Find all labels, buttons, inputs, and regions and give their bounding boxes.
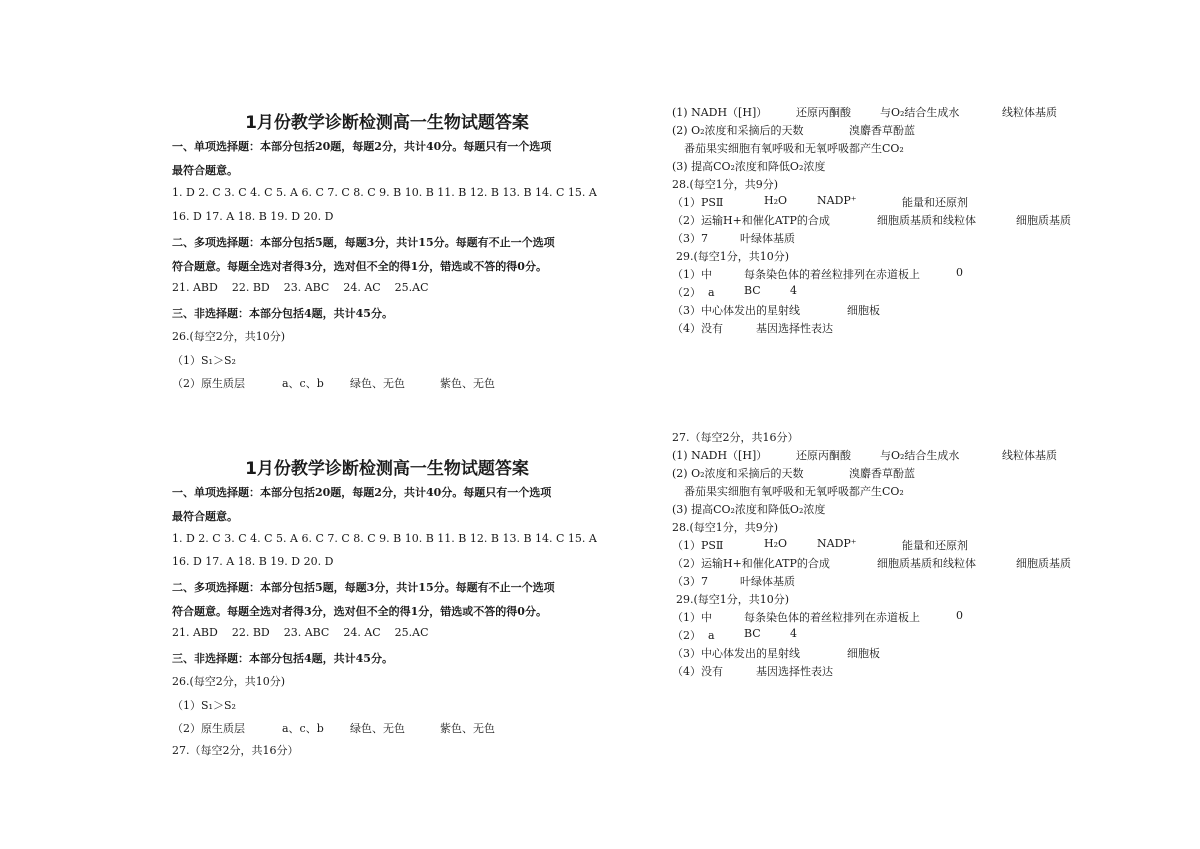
question-26-part1: （1）S₁＞S₂ — [172, 354, 236, 367]
page-title-repeat: 1月份教学诊断检测高一生物试题答案 — [245, 459, 529, 479]
q28-2-a: （2）运输H+和催化ATP的合成 — [672, 557, 830, 570]
q29-3-a: （3）中心体发出的星射线 — [672, 304, 800, 317]
q26-2-answer-a: （2）原生质层 — [172, 722, 245, 735]
question-29-header: 29.(每空1分，共10分) — [676, 593, 790, 606]
q27-part3: (3) 提高CO₂浓度和降低O₂浓度 — [672, 160, 826, 173]
q27-1-b: 还原丙酮酸 — [796, 449, 851, 462]
question-26-header: 26.(每空2分，共10分) — [172, 675, 286, 688]
q29-2-c: 4 — [790, 627, 797, 640]
q29-part2 — [672, 627, 1092, 643]
q28-3-b: 叶绿体基质 — [740, 232, 795, 245]
section2-heading-line2: 符合题意。每题全选对者得3分，选对但不全的得1分，错选或不答的得0分。 — [172, 260, 547, 273]
question-26-part1: （1）S₁＞S₂ — [172, 699, 236, 712]
answers-21-25: 21. ABD 22. BD 23. ABC 24. AC 25.AC — [172, 281, 429, 294]
q27-2-a: (2) O₂浓度和采摘后的天数 — [672, 467, 804, 480]
q29-1-a: （1）中 — [672, 268, 712, 281]
q29-1-c: 0 — [956, 609, 963, 622]
question-26-header: 26.(每空2分，共10分) — [172, 330, 286, 343]
q27-1-a: (1) NADH（[H]） — [672, 449, 768, 462]
q29-3-b: 细胞板 — [847, 647, 880, 660]
q27-part2 — [672, 465, 1092, 481]
q27-1-c: 与O₂结合生成水 — [880, 106, 960, 119]
q28-3-a: （3）7 — [672, 575, 708, 588]
section2-heading-line1: 二、多项选择题：本部分包括5题，每题3分，共计15分。每题有不止一个选项 — [172, 236, 555, 249]
section1-heading-line2: 最符合题意。 — [172, 510, 238, 523]
q29-2-b: BC — [744, 627, 761, 640]
q28-1-d: 能量和还原剂 — [902, 539, 968, 552]
q28-1-d: 能量和还原剂 — [902, 196, 968, 209]
q28-1-a: （1）PSⅡ — [672, 539, 724, 552]
q29-2-a: （2） a — [672, 629, 715, 642]
q26-2-answer-b: a、c、b — [282, 722, 324, 735]
q27-1-d: 线粒体基质 — [1002, 106, 1057, 119]
q27-2-b: 溴麝香草酚蓝 — [849, 467, 915, 480]
q28-2-a: （2）运输H+和催化ATP的合成 — [672, 214, 830, 227]
q27-part3: (3) 提高CO₂浓度和降低O₂浓度 — [672, 503, 826, 516]
section2-heading-line1: 二、多项选择题：本部分包括5题，每题3分，共计15分。每题有不止一个选项 — [172, 581, 555, 594]
section3-heading: 三、非选择题：本部分包括4题，共计45分。 — [172, 652, 393, 665]
q26-2-answer-c: 绿色、无色 — [350, 377, 405, 390]
q29-4-a: （4）没有 — [672, 322, 723, 335]
q29-3-b: 细胞板 — [847, 304, 880, 317]
section3-heading: 三、非选择题：本部分包括4题，共计45分。 — [172, 307, 393, 320]
section2-heading-line2: 符合题意。每题全选对者得3分，选对但不全的得1分，错选或不答的得0分。 — [172, 605, 547, 618]
q26-2-answer-b: a、c、b — [282, 377, 324, 390]
q28-part3 — [672, 573, 1092, 589]
answers-16-20: 16. D 17. A 18. B 19. D 20. D — [172, 555, 334, 568]
question-29-header: 29.(每空1分，共10分) — [676, 250, 790, 263]
answers-16-20: 16. D 17. A 18. B 19. D 20. D — [172, 210, 334, 223]
q28-2-c: 细胞质基质 — [1016, 557, 1071, 570]
q27-1-d: 线粒体基质 — [1002, 449, 1057, 462]
answers-21-25: 21. ABD 22. BD 23. ABC 24. AC 25.AC — [172, 626, 429, 639]
q26-2-answer-d: 紫色、无色 — [440, 377, 495, 390]
q27-1-b: 还原丙酮酸 — [796, 106, 851, 119]
question-27-header: 27.（每空2分，共16分） — [172, 744, 299, 757]
q28-1-b: H₂O — [764, 194, 788, 207]
q28-part1 — [672, 537, 1092, 553]
section1-heading-line2: 最符合题意。 — [172, 164, 238, 177]
q29-4-a: （4）没有 — [672, 665, 723, 678]
q27-1-c: 与O₂结合生成水 — [880, 449, 960, 462]
left-bottom-answer-block — [172, 0, 612, 849]
section1-heading-line1: 一、单项选择题：本部分包括20题，每题2分，共计40分。每题只有一个选项 — [172, 140, 552, 153]
q28-part2 — [672, 555, 1092, 571]
q27-part1 — [672, 447, 1092, 463]
q27-part2-explanation: 番茄果实细胞有氧呼吸和无氧呼吸都产生CO₂ — [684, 142, 904, 155]
question-28-header: 28.(每空1分，共9分) — [672, 178, 779, 191]
q29-4-b: 基因选择性表达 — [756, 322, 833, 335]
q29-3-a: （3）中心体发出的星射线 — [672, 647, 800, 660]
question-27-header: 27.（每空2分，共16分） — [672, 431, 799, 444]
q26-2-answer-a: （2）原生质层 — [172, 377, 245, 390]
q26-2-answer-c: 绿色、无色 — [350, 722, 405, 735]
q27-1-a: (1) NADH（[H]） — [672, 106, 768, 119]
q26-2-answer-d: 紫色、无色 — [440, 722, 495, 735]
answers-1-15: 1. D 2. C 3. C 4. C 5. A 6. C 7. C 8. C 9. B 10. B 11. B 12. B 13. B 14. C 15. A — [172, 532, 597, 545]
q29-4-b: 基因选择性表达 — [756, 665, 833, 678]
page-title: 1月份教学诊断检测高一生物试题答案 — [245, 113, 529, 133]
q29-1-b: 每条染色体的着丝粒排列在赤道板上 — [744, 268, 920, 281]
section1-heading-line1: 一、单项选择题：本部分包括20题，每题2分，共计40分。每题只有一个选项 — [172, 486, 552, 499]
q28-1-b: H₂O — [764, 537, 788, 550]
q28-1-c: NADP⁺ — [817, 537, 857, 550]
q29-1-c: 0 — [956, 266, 963, 279]
q29-part4 — [672, 663, 1092, 679]
q29-2-b: BC — [744, 284, 761, 297]
q28-2-c: 细胞质基质 — [1016, 214, 1071, 227]
question-26-part2 — [172, 720, 612, 736]
q29-part3 — [672, 645, 1092, 661]
q29-1-a: （1）中 — [672, 611, 712, 624]
answers-1-15: 1. D 2. C 3. C 4. C 5. A 6. C 7. C 8. C 9. B 10. B 11. B 12. B 13. B 14. C 15. A — [172, 186, 597, 199]
q29-part1 — [672, 609, 1092, 625]
q27-2-a: (2) O₂浓度和采摘后的天数 — [672, 124, 804, 137]
q28-3-b: 叶绿体基质 — [740, 575, 795, 588]
q28-2-b: 细胞质基质和线粒体 — [877, 214, 976, 227]
q28-2-b: 细胞质基质和线粒体 — [877, 557, 976, 570]
q28-3-a: （3）7 — [672, 232, 708, 245]
right-bottom-answer-block — [672, 0, 1092, 700]
q29-2-c: 4 — [790, 284, 797, 297]
q29-2-a: （2） a — [672, 286, 715, 299]
question-28-header: 28.(每空1分，共9分) — [672, 521, 779, 534]
q28-1-c: NADP⁺ — [817, 194, 857, 207]
q27-2-b: 溴麝香草酚蓝 — [849, 124, 915, 137]
q27-part2-explanation: 番茄果实细胞有氧呼吸和无氧呼吸都产生CO₂ — [684, 485, 904, 498]
q28-1-a: （1）PSⅡ — [672, 196, 724, 209]
q29-1-b: 每条染色体的着丝粒排列在赤道板上 — [744, 611, 920, 624]
